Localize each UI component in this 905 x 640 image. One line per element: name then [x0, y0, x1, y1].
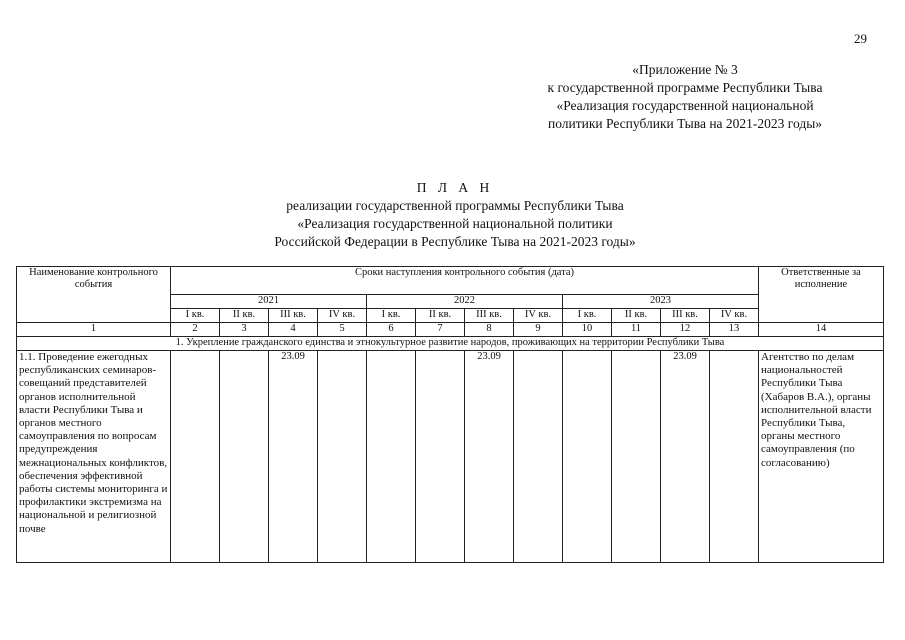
plan-title: [180, 179, 730, 251]
header-quarter: IV кв.: [514, 309, 563, 323]
column-number: 1: [17, 323, 171, 337]
appendix-header: [520, 61, 850, 133]
column-number: 2: [171, 323, 220, 337]
quarter-date-cell: [318, 351, 367, 563]
appendix-line: «Приложение № 3: [632, 62, 738, 77]
header-quarter: III кв.: [465, 309, 514, 323]
responsible-cell: Агентство по делам национальностей Республики Тыва (Хабаров В.А.), органы исполнительной власти Республики Тыва, органы местного самоуправления (по согласованию): [759, 351, 884, 563]
quarter-date-cell: [220, 351, 269, 563]
header-quarter: IV кв.: [318, 309, 367, 323]
header-quarter: I кв.: [367, 309, 416, 323]
quarter-date-cell: [367, 351, 416, 563]
event-name-cell: 1.1. Проведение ежегодных республиканских семинаров-совещаний представителей органов исполнительной власти Республики Тыва и органов местного самоуправления по вопросам предупреждения межнациональных конфликтов, обеспечения эффективной работы системы мониторинга и профилактики экстремизма на национальной и религиозной почве: [17, 351, 171, 563]
column-number: 9: [514, 323, 563, 337]
quarter-date-cell: [612, 351, 661, 563]
appendix-line: к государственной программе Республики Тыва: [547, 80, 823, 95]
column-number: 7: [416, 323, 465, 337]
page-number: 29: [854, 31, 867, 46]
column-number: 10: [563, 323, 612, 337]
appendix-line: «Реализация государственной национальной: [556, 98, 814, 113]
plan-title-line: «Реализация государственной национальной политики: [297, 216, 613, 231]
column-number: 11: [612, 323, 661, 337]
header-quarter: I кв.: [171, 309, 220, 323]
header-deadlines: Сроки наступления контрольного события (дата): [171, 267, 759, 295]
quarter-date-cell: [416, 351, 465, 563]
plan-table: [16, 266, 884, 563]
column-number: 5: [318, 323, 367, 337]
column-number: 13: [710, 323, 759, 337]
plan-title-line: реализации государственной программы Республики Тыва: [286, 198, 624, 213]
appendix-line: политики Республики Тыва на 2021-2023 годы»: [547, 116, 823, 131]
table-row: [17, 351, 884, 563]
plan-title-line: Российской Федерации в Республике Тыва на 2021-2023 годы»: [274, 234, 636, 249]
header-quarter: III кв.: [269, 309, 318, 323]
header-quarter: IV кв.: [710, 309, 759, 323]
quarter-date-cell: [563, 351, 612, 563]
header-quarter: II кв.: [220, 309, 269, 323]
section-title: 1. Укрепление гражданского единства и этнокультурное развитие народов, проживающих на территории Республики Тыва: [17, 337, 884, 351]
header-quarter: III кв.: [661, 309, 710, 323]
column-number: 4: [269, 323, 318, 337]
quarter-date-cell: 23.09: [465, 351, 514, 563]
quarter-date-cell: 23.09: [661, 351, 710, 563]
header-quarter: II кв.: [612, 309, 661, 323]
header-event-name: Наименование контрольного события: [17, 267, 171, 323]
quarter-date-cell: 23.09: [269, 351, 318, 563]
plan-title-word: П Л А Н: [416, 180, 494, 195]
header-quarter: I кв.: [563, 309, 612, 323]
header-year: 2023: [563, 295, 759, 309]
quarter-date-cell: [514, 351, 563, 563]
quarter-date-cell: [710, 351, 759, 563]
column-number: 6: [367, 323, 416, 337]
header-quarter: II кв.: [416, 309, 465, 323]
column-number: 3: [220, 323, 269, 337]
header-year: 2022: [367, 295, 563, 309]
column-number: 8: [465, 323, 514, 337]
column-number: 14: [759, 323, 884, 337]
quarter-date-cell: [171, 351, 220, 563]
header-year: 2021: [171, 295, 367, 309]
column-number: 12: [661, 323, 710, 337]
header-responsible: Ответственные за исполнение: [759, 267, 884, 323]
